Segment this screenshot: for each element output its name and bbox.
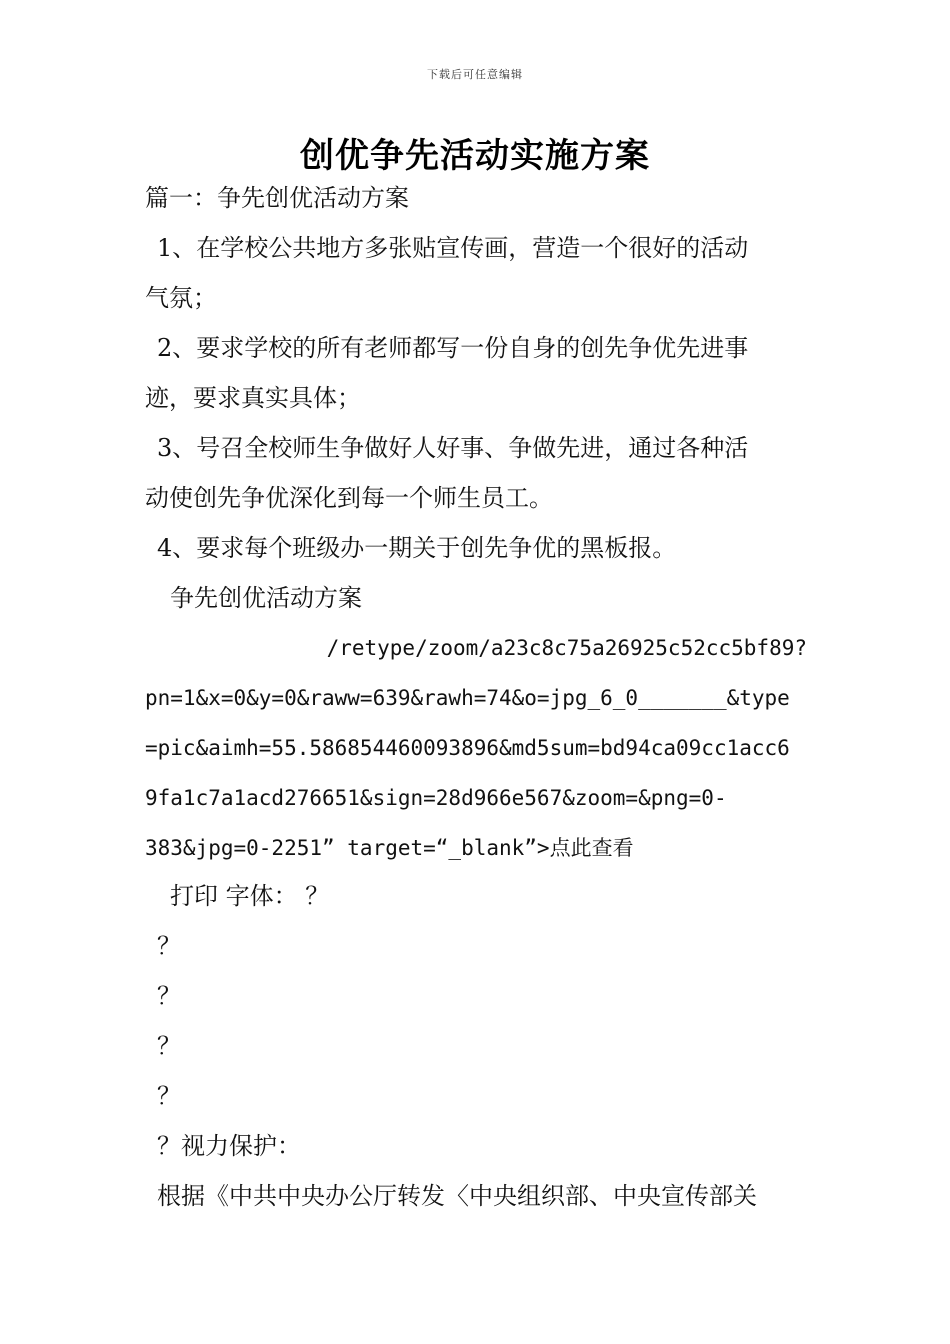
page-header-note: 下载后可任意编辑	[427, 68, 523, 81]
url-line: 383&jpg=0-2251” target=“_blank”>点此查看	[145, 836, 634, 860]
print-font-line: 打印 字体： ？	[170, 882, 330, 910]
paragraph-line: 根据《中共中央办公厅转发〈中央组织部、中央宣传部关	[157, 1182, 757, 1210]
url-line: /retype/zoom/a23c8c75a26925c52cc5bf89?	[326, 636, 807, 660]
placeholder-line: ？	[157, 982, 181, 1010]
eye-protection-line: ？视力保护：	[157, 1132, 301, 1160]
placeholder-line: ？	[157, 932, 181, 960]
paragraph-line: 动使创先争优深化到每一个师生员工。	[145, 484, 553, 512]
document-title: 创优争先活动实施方案	[300, 136, 650, 176]
section-heading: 篇一：争先创优活动方案	[145, 184, 409, 212]
paragraph-line: 4、要求每个班级办一期关于创先争优的黑板报。	[157, 534, 677, 562]
paragraph-line: 迹，要求真实具体；	[145, 384, 361, 412]
url-line: 9fa1c7a1acd276651&sign=28d966e567&zoom=&png=0-	[145, 786, 727, 810]
paragraph-line: 3、号召全校师生争做好人好事、争做先进，通过各种活	[157, 434, 749, 462]
placeholder-line: ？	[157, 1032, 181, 1060]
placeholder-line: ？	[157, 1082, 181, 1110]
paragraph-line: 1、在学校公共地方多张贴宣传画，营造一个很好的活动	[157, 234, 749, 262]
url-line: pn=1&x=0&y=0&raww=639&rawh=74&o=jpg_6_0_______&type	[145, 686, 790, 710]
paragraph-line: 2、要求学校的所有老师都写一份自身的创先争优先进事	[157, 334, 749, 362]
paragraph-line: 气氛；	[145, 284, 217, 312]
subsection-heading: 争先创优活动方案	[170, 584, 362, 612]
url-line: =pic&aimh=55.586854460093896&md5sum=bd94ca09cc1acc6	[145, 736, 790, 760]
